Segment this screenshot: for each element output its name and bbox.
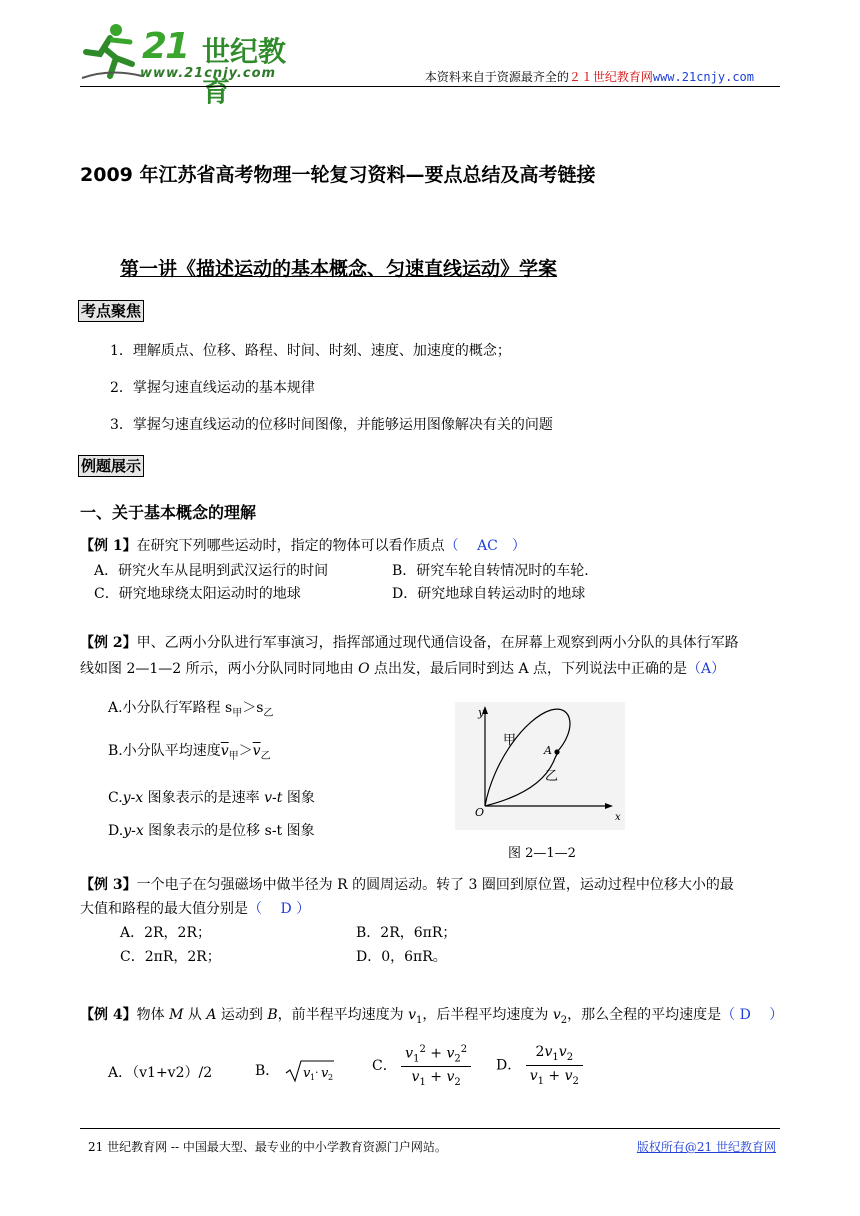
d-b: y-x (123, 823, 144, 839)
example-4-question (80, 1004, 783, 1032)
c-a: C. (108, 790, 123, 806)
c-b: y-x (122, 790, 144, 806)
section-focus-label: 考点聚焦 (78, 300, 144, 322)
c-e: 图象 (282, 790, 315, 806)
e4-optA-label: A． (108, 1065, 133, 1081)
example-4-option-d (496, 1044, 583, 1087)
e4-t2: 从 (183, 1007, 207, 1023)
origin-label: O (475, 806, 485, 819)
example-2-vbar-1: $\overline{v}$ (220, 743, 229, 759)
example-2-option-d (108, 820, 315, 840)
fraction-c: $\frac{v_1^2 + v_2^2}{v_1 + v_2}$ (401, 1044, 471, 1088)
logo-text: 世纪教育 (202, 35, 287, 108)
example-1-option-d: D．研究地球自转运动时的地球 (392, 586, 586, 602)
point-a-label: A (544, 744, 552, 757)
e4-b: B (267, 1007, 278, 1023)
example-2-line2-post: 点出发，最后同时到达 A 点，下列说法中正确的是 (369, 661, 688, 677)
example-1-text: 在研究下列哪些运动时，指定的物体可以看作质点 (136, 538, 445, 554)
document-title: 2009 年江苏省高考物理一轮复习资料—要点总结及高考链接 (80, 164, 596, 186)
example-2-sub-yi-b: 乙 (260, 750, 271, 762)
svg-text:v: v (302, 1066, 311, 1081)
label-jia: 甲 (503, 733, 517, 748)
e4-a: A (206, 1007, 217, 1023)
example-2-option-b-text: B.小分队平均速度 (108, 743, 221, 759)
example-1-question (80, 535, 526, 557)
example-4-answer: （ D ） (721, 1007, 784, 1023)
example-4-option-a (108, 1062, 212, 1082)
focus-point-3: 3．掌握匀速直线运动的位移时间图像，并能够运用图像解决有关的问题 (110, 417, 553, 433)
example-2-option-b (108, 740, 271, 762)
e4-v1: v (408, 1007, 417, 1023)
example-4-option-c (372, 1044, 471, 1088)
header-note-prefix: 本资料来自于资源最齐全的 (424, 70, 569, 84)
logo-url: www.21cnjy.com (140, 66, 277, 81)
running-figure-icon (80, 18, 144, 82)
svg-text:·: · (314, 1066, 319, 1079)
e4-sub2: 2 (560, 1014, 568, 1026)
figure-caption: 图 2—1—2 (508, 846, 576, 861)
example-1-option-c: C．研究地球绕太阳运动时的地球 (94, 586, 301, 602)
trajectory-diagram (455, 702, 625, 830)
section-examples-label: 例题展示 (78, 455, 144, 477)
e4-t6: ，那么全程的平均速度是 (567, 1007, 722, 1023)
x-axis-arrow (605, 803, 613, 809)
example-2-tag: 【例 2】 (80, 635, 137, 651)
c-d: v-t (264, 790, 283, 806)
copyright-link[interactable]: 版权所有@21 世纪教育网 (636, 1140, 776, 1154)
example-2-line1: 甲、乙两小分队进行军事演习，指挥部通过现代通信设备，在屏幕上观察到两小分队的具体行军路 (136, 635, 739, 651)
example-3-answer: （ D ） (248, 901, 311, 917)
e4-t3: 运动到 (216, 1007, 268, 1023)
example-2-point-o: O (358, 661, 370, 677)
example-1-tag: 【例 1】 (80, 538, 137, 554)
example-1-option-a: A．研究火车从昆明到武汉运行的时间 (94, 563, 329, 579)
example-2-sub-jia: 甲 (232, 707, 243, 719)
heading-basic-concepts: 一、关于基本概念的理解 (80, 503, 257, 522)
logo-number: 21 (142, 26, 189, 67)
footer-text: 21 世纪教育网 -- 中国最大型、最专业的中小学教育资源门户网站。 (88, 1140, 447, 1154)
c-c: 图象表示的是速率 (143, 790, 265, 806)
example-2-sub-jia-b: 甲 (228, 750, 239, 762)
focus-point-1: 1．理解质点、位移、路程、时间、时刻、速度、加速度的概念； (110, 343, 511, 359)
example-2-line2-pre: 线如图 2—1—2 所示，两小分队同时同地由 (80, 661, 359, 677)
point-a-dot (554, 749, 559, 754)
sqrt-formula (284, 1058, 336, 1084)
e4-optD-label: D． (496, 1057, 522, 1074)
example-2-sub-yi: 乙 (263, 707, 274, 719)
focus-point-2: 2．掌握匀速直线运动的基本规律 (110, 380, 315, 396)
header-divider (80, 86, 780, 87)
example-4-tag: 【例 4】 (80, 1007, 137, 1023)
svg-text:1: 1 (309, 1073, 315, 1082)
path-jia (485, 709, 570, 806)
example-3-option-c: C．2πR，2R； (120, 949, 221, 965)
example-1-answer: （ AC ） (444, 538, 526, 554)
y-axis-label: y (478, 706, 485, 719)
e4-t5: ，后半程平均速度为 (422, 1007, 553, 1023)
lecture-title: 第一讲《描述运动的基本概念、匀速直线运动》学案 (120, 258, 558, 280)
example-2-option-a (108, 697, 273, 719)
d-c: 图象表示的是位移 s-t 图象 (143, 823, 315, 839)
e4-t4: ，前半程平均速度为 (277, 1007, 409, 1023)
e4-v2: v (552, 1007, 561, 1023)
example-3-line1: 一个电子在匀强磁场中做半径为 R 的圆周运动。转了 3 圈回到原位置，运动过程中位移大小的最 (136, 877, 734, 893)
header-brand-link[interactable]: ２１世纪教育网 (568, 70, 653, 84)
fraction-d: $\frac{2v_1v_2}{v_1 + v_2}$ (526, 1044, 583, 1087)
example-3-option-a: A．2R，2R； (120, 925, 212, 941)
header-note (425, 68, 754, 85)
example-3-tag: 【例 3】 (80, 877, 137, 893)
e4-optB-label: B． (255, 1063, 280, 1079)
e4-t1: 物体 (136, 1007, 170, 1023)
x-axis-label: x (615, 812, 621, 823)
figure-trajectory (455, 702, 625, 830)
header-url-link[interactable]: www.21cnjy.com (652, 70, 754, 84)
example-2-option-c (108, 787, 315, 807)
example-2-answer: （A） (687, 661, 726, 677)
example-1-option-b: B．研究车轮自转情况时的车轮. (392, 563, 589, 579)
example-2-option-a-gt: ＞s (242, 700, 264, 716)
e4-m: M (169, 1007, 184, 1023)
example-3-option-d: D．0，6πR。 (356, 949, 447, 965)
example-3-option-b: B．2R，6πR； (356, 925, 457, 941)
example-2-question-line2 (80, 658, 725, 680)
e4-sub1: 1 (416, 1014, 423, 1026)
e4-optC-label: C． (372, 1058, 397, 1075)
example-3-question-line2 (80, 898, 310, 920)
example-2-option-a-text: A.小分队行军路程 s (108, 700, 233, 716)
label-yi: 乙 (545, 769, 559, 784)
example-3-line2: 大值和路程的最大值分别是 (80, 901, 248, 917)
svg-text:2: 2 (327, 1073, 333, 1082)
site-logo[interactable] (80, 18, 310, 108)
example-4-option-b (255, 1058, 336, 1084)
footer-divider (80, 1128, 780, 1129)
example-3-question-line1 (80, 874, 734, 896)
d-a: D. (108, 823, 124, 839)
example-2-vbar-2: $\overline{v}$ (252, 743, 261, 759)
svg-text:v: v (320, 1066, 329, 1081)
greater-than-symbol: ＞ (238, 743, 253, 759)
e4-optA-expr: （v1+v2）/2 (132, 1065, 213, 1081)
example-2-question-line1 (80, 632, 739, 654)
